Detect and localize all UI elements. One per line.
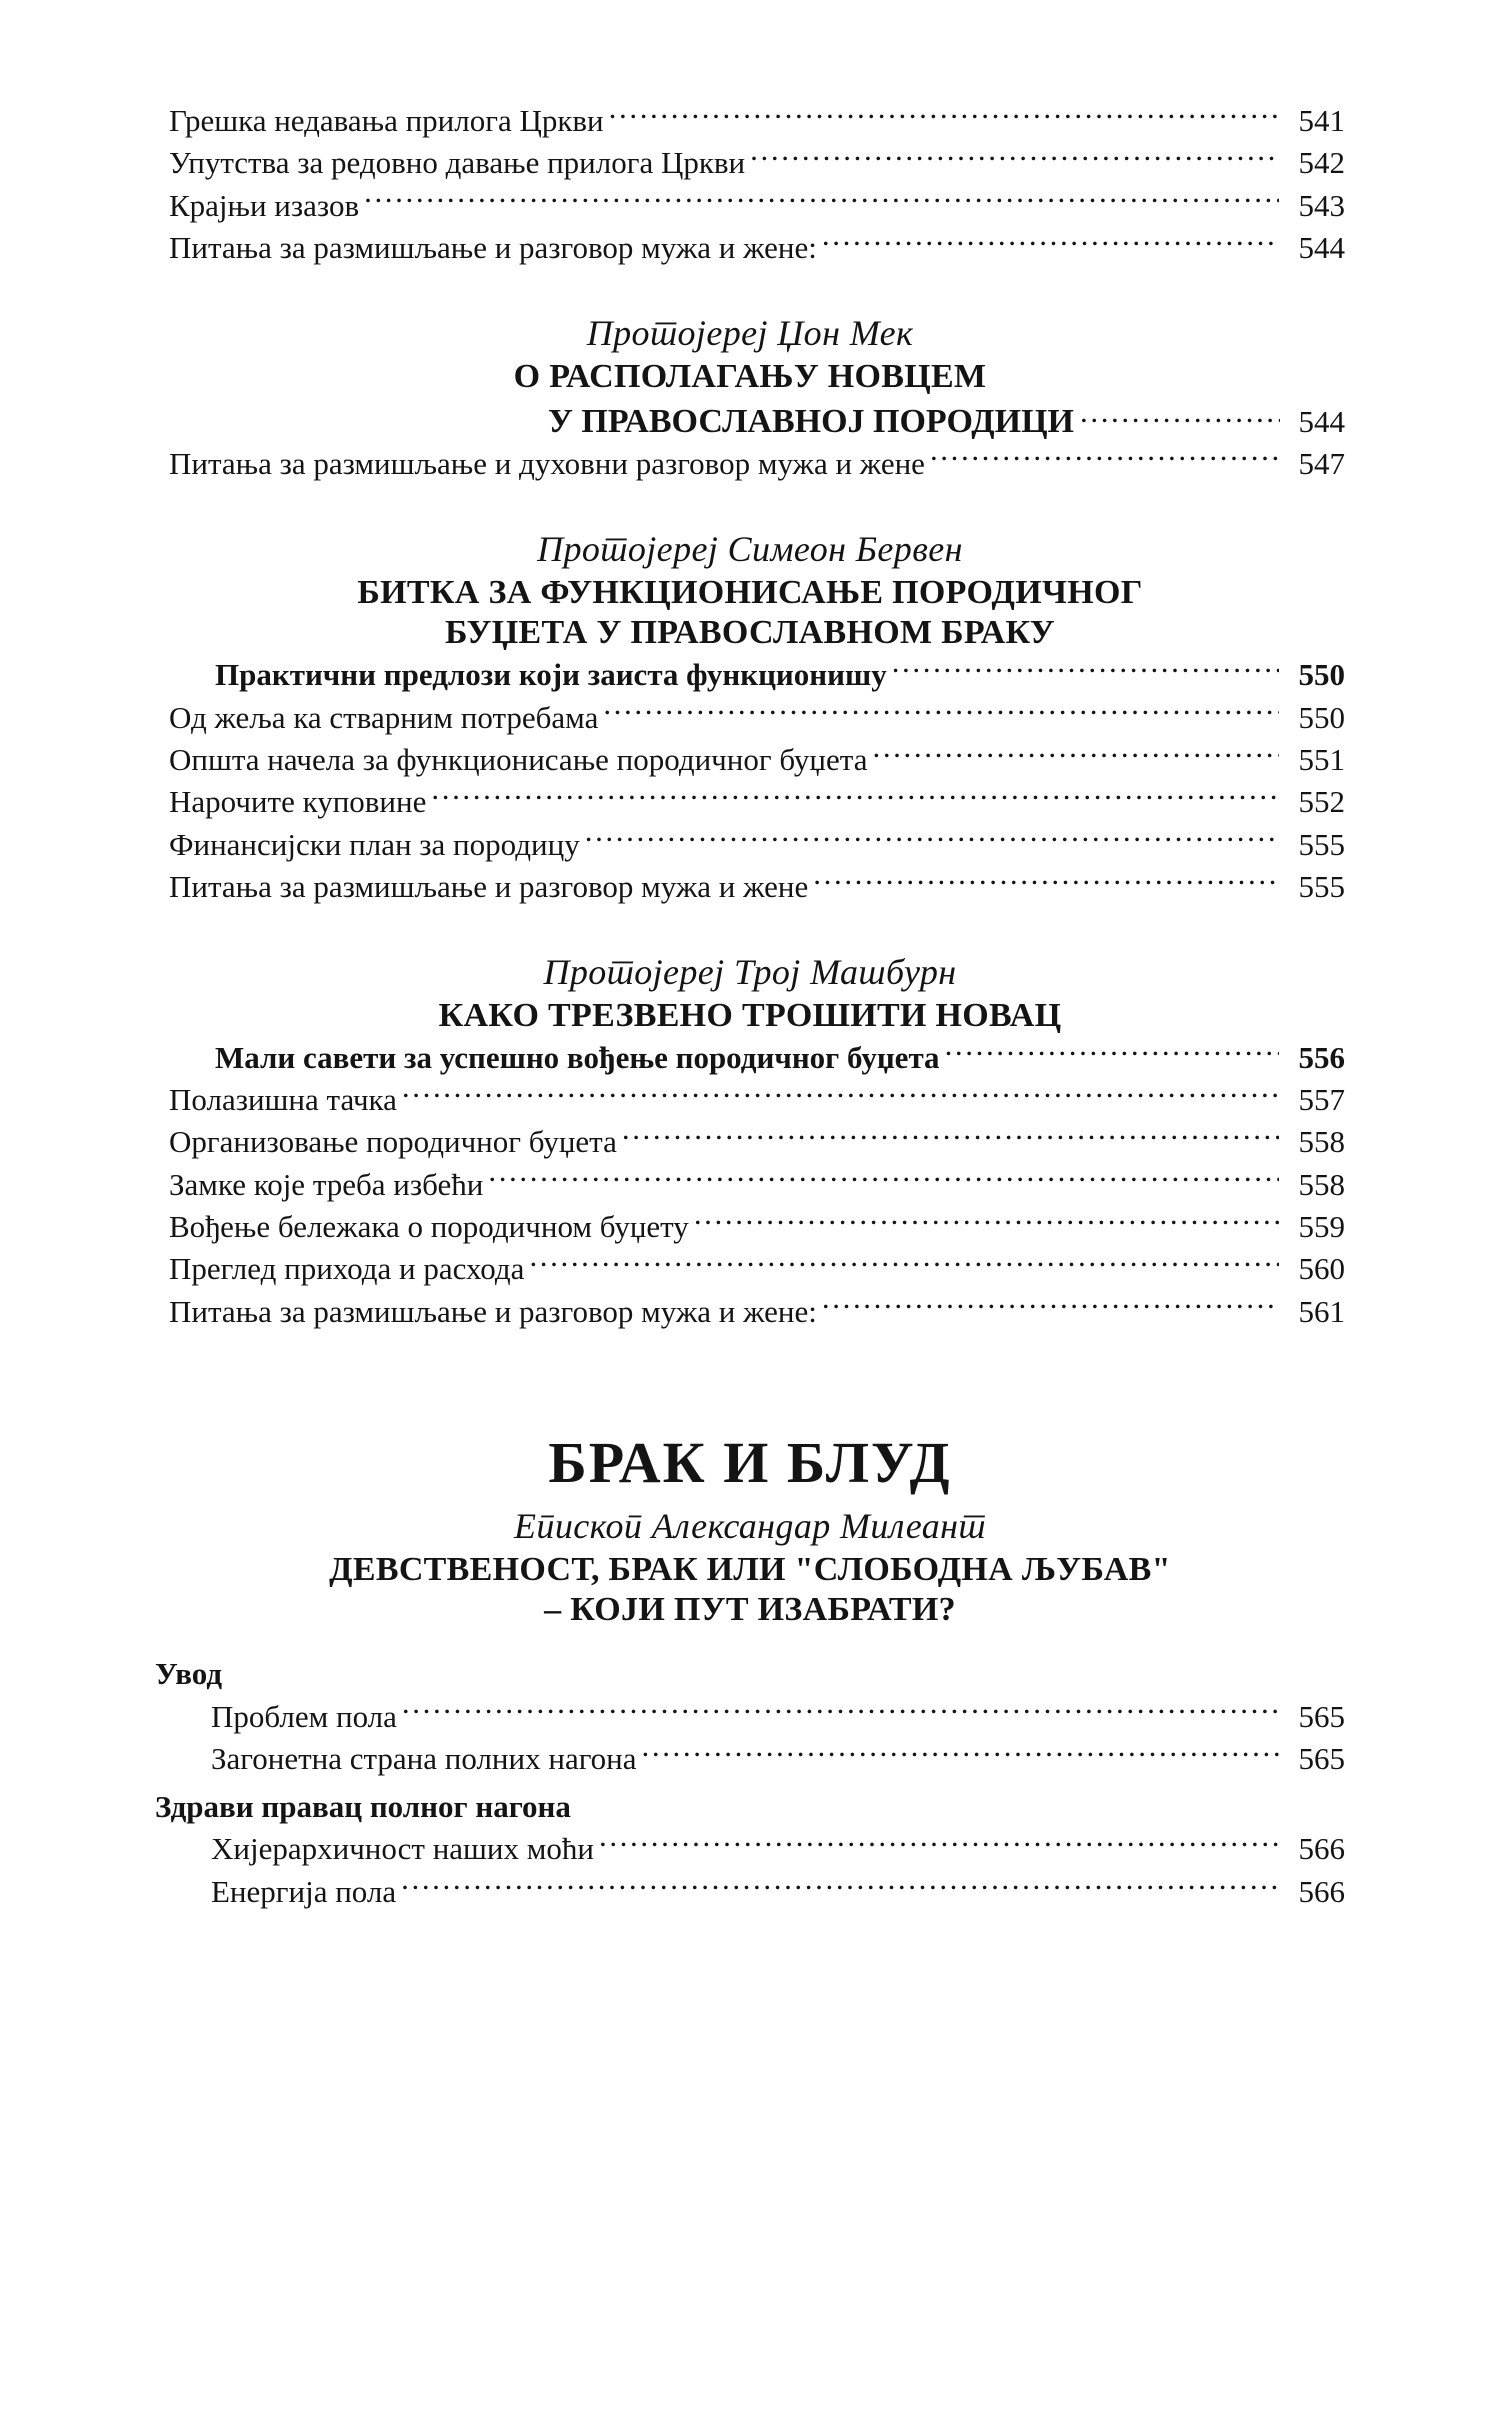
toc-group-label: Увод xyxy=(155,1656,223,1692)
dot-leader xyxy=(402,1079,1279,1110)
toc-entry-page: 550 xyxy=(1298,699,1345,735)
dot-leader xyxy=(945,1037,1279,1068)
toc-entry[interactable] xyxy=(155,1121,1345,1163)
toc-entry[interactable] xyxy=(155,443,1345,485)
toc-entry[interactable] xyxy=(155,1828,1345,1870)
toc-entry-title: Енергија пола xyxy=(211,1873,397,1909)
toc-work-block xyxy=(155,1506,1345,1913)
work-author: Протојереј Симеон Бервен xyxy=(537,528,963,569)
dot-leader xyxy=(642,1738,1280,1769)
toc-entry-page: 566 xyxy=(1298,1873,1345,1909)
toc-work-block xyxy=(155,952,1345,1333)
dot-leader xyxy=(822,227,1279,258)
dot-leader xyxy=(431,781,1279,812)
toc-entry[interactable] xyxy=(155,739,1345,781)
toc-entry[interactable] xyxy=(155,824,1345,866)
dot-leader xyxy=(1080,398,1280,432)
work-title xyxy=(155,573,1345,655)
toc-entry-title: Општа начела за функционисање породичног буџета xyxy=(169,741,868,777)
toc-entry[interactable] xyxy=(155,1079,1345,1121)
toc-entry-title: Нарочите куповине xyxy=(169,784,427,820)
toc-entry[interactable] xyxy=(155,227,1345,269)
dot-leader xyxy=(750,142,1279,173)
spacer xyxy=(155,1631,1345,1647)
toc-entry-page: 555 xyxy=(1298,868,1345,904)
dot-leader xyxy=(622,1121,1279,1152)
dot-leader xyxy=(364,185,1279,216)
toc-entry-title: Полазишна тачка xyxy=(169,1081,397,1117)
toc-entry[interactable] xyxy=(155,1738,1345,1780)
toc-entry-title: Проблем пола xyxy=(211,1698,397,1734)
toc-subtitle-entry[interactable] xyxy=(155,1037,1345,1079)
work-author: Протојереј Трој Машбурн xyxy=(543,952,957,993)
toc-entry-page: 558 xyxy=(1298,1124,1345,1160)
toc-entry[interactable] xyxy=(155,1206,1345,1248)
toc-entry-page: 552 xyxy=(1298,784,1345,820)
toc-entry-title: Питања за размишљање и разговор мужа и жене xyxy=(169,868,809,904)
dot-leader xyxy=(609,100,1279,131)
toc-subtitle-entry[interactable] xyxy=(155,654,1345,696)
toc-entry-page: 555 xyxy=(1298,826,1345,862)
toc-entry-page: 561 xyxy=(1298,1293,1345,1329)
toc-entry[interactable] xyxy=(155,697,1345,739)
toc-entry-title: Практични предлози који заиста функционишу xyxy=(215,657,887,693)
toc-entry-page: 544 xyxy=(1298,229,1345,265)
toc-entry-title: Хијерархичност наших моћи xyxy=(211,1831,594,1867)
work-title-line: БИТКА ЗА ФУНКЦИОНИСАЊЕ ПОРОДИЧНОГ xyxy=(357,573,1143,611)
toc-entry-page: 565 xyxy=(1298,1740,1345,1776)
toc-entry-page: 559 xyxy=(1298,1208,1345,1244)
part-title: БРАК И БЛУД xyxy=(548,1429,952,1495)
work-title-line: ДЕВСТВЕНОСТ, БРАК ИЛИ "СЛОБОДНА ЉУБАВ" xyxy=(329,1550,1171,1588)
toc-entry-title: Организовање породичног буџета xyxy=(169,1124,617,1160)
toc-entry-page: 551 xyxy=(1298,741,1345,777)
toc-entry[interactable] xyxy=(155,100,1345,142)
toc-entry[interactable] xyxy=(155,1696,1345,1738)
work-title-line: БУЏЕТА У ПРАВОСЛАВНОМ БРАКУ xyxy=(444,614,1056,652)
toc-container xyxy=(155,100,1345,1913)
toc-entry-title: Упутства за редовно давање прилога Цркви xyxy=(169,145,746,181)
toc-entry-page: 556 xyxy=(1298,1039,1345,1075)
work-title-line: – КОЈИ ПУТ ИЗАБРАТИ? xyxy=(544,1591,956,1629)
toc-entry[interactable] xyxy=(155,1164,1345,1206)
toc-entry-page: 542 xyxy=(1298,145,1345,181)
toc-entry[interactable] xyxy=(155,1248,1345,1290)
toc-entry-page: 547 xyxy=(1298,445,1345,481)
toc-entry-title: Питања за размишљање и разговор мужа и жене: xyxy=(169,1293,817,1329)
toc-entry[interactable] xyxy=(155,1871,1345,1913)
work-author: Протојереј Џон Мек xyxy=(586,313,914,354)
toc-entry-page: 543 xyxy=(1298,187,1345,223)
toc-entry-page: 541 xyxy=(1298,103,1345,138)
toc-entry-title: Загонетна страна полних нагона xyxy=(211,1740,637,1776)
work-title xyxy=(155,996,1345,1037)
toc-entry-page: 550 xyxy=(1298,657,1345,693)
toc-entry-title: Вођење бележака о породичном буџету xyxy=(169,1208,689,1244)
toc-work-block xyxy=(155,313,1345,485)
toc-entry[interactable] xyxy=(155,142,1345,184)
toc-entry-title: Замке које треба избећи xyxy=(169,1166,484,1202)
dot-leader xyxy=(813,866,1279,897)
dot-leader xyxy=(529,1248,1279,1279)
toc-entry-page: 565 xyxy=(1298,1698,1345,1734)
work-author: Епископ Александар Милеант xyxy=(514,1505,986,1546)
dot-leader xyxy=(402,1696,1279,1727)
toc-entry-title: Од жеља ка стварним потребама xyxy=(169,699,599,735)
toc-entry[interactable] xyxy=(155,185,1345,227)
toc-entry-title: Мали савети за успешно вођење породичног буџета xyxy=(215,1039,940,1075)
toc-group-label: Здрави правац полног нагона xyxy=(155,1789,571,1825)
toc-section-top xyxy=(155,100,1345,269)
dot-leader xyxy=(694,1206,1279,1237)
dot-leader xyxy=(599,1828,1279,1859)
work-title-line: У ПРАВОСЛАВНОЈ ПОРОДИЦИ xyxy=(547,402,1074,440)
toc-entry-page: 558 xyxy=(1298,1166,1345,1202)
toc-entry[interactable] xyxy=(155,1291,1345,1333)
toc-work-block xyxy=(155,529,1345,908)
toc-entry[interactable] xyxy=(155,781,1345,823)
dot-leader xyxy=(822,1291,1279,1322)
dot-leader xyxy=(892,654,1279,685)
work-title xyxy=(155,1550,1345,1632)
toc-entry-title: Крајњи изазов xyxy=(169,187,360,223)
work-title xyxy=(155,357,1345,398)
work-title-page: 544 xyxy=(1298,403,1345,439)
dot-leader xyxy=(603,697,1279,728)
dot-leader xyxy=(488,1164,1279,1195)
toc-entry-page: 566 xyxy=(1298,1831,1345,1867)
dot-leader xyxy=(872,739,1279,770)
dot-leader xyxy=(930,443,1279,474)
toc-entry[interactable] xyxy=(155,866,1345,908)
toc-entry-title: Питања за размишљање и разговор мужа и жене: xyxy=(169,229,817,265)
toc-entry-title: Финансијски план за породицу xyxy=(169,826,580,862)
toc-entry-title: Питања за размишљање и духовни разговор мужа и жене xyxy=(169,445,925,481)
work-title-line: О РАСПОЛАГАЊУ НОВЦЕМ xyxy=(513,358,987,395)
toc-entry-page: 560 xyxy=(1298,1251,1345,1287)
dot-leader xyxy=(585,824,1279,855)
toc-entry-title: Преглед прихода и расхода xyxy=(169,1251,525,1287)
dot-leader xyxy=(401,1871,1279,1902)
work-title-entry[interactable] xyxy=(155,398,1345,443)
toc-entry-page: 557 xyxy=(1298,1081,1345,1117)
work-title-line: КАКО ТРЕЗВЕНО ТРОШИТИ НОВАЦ xyxy=(438,996,1062,1034)
toc-entry-title: Грешка недавања прилога Цркви xyxy=(169,103,604,138)
